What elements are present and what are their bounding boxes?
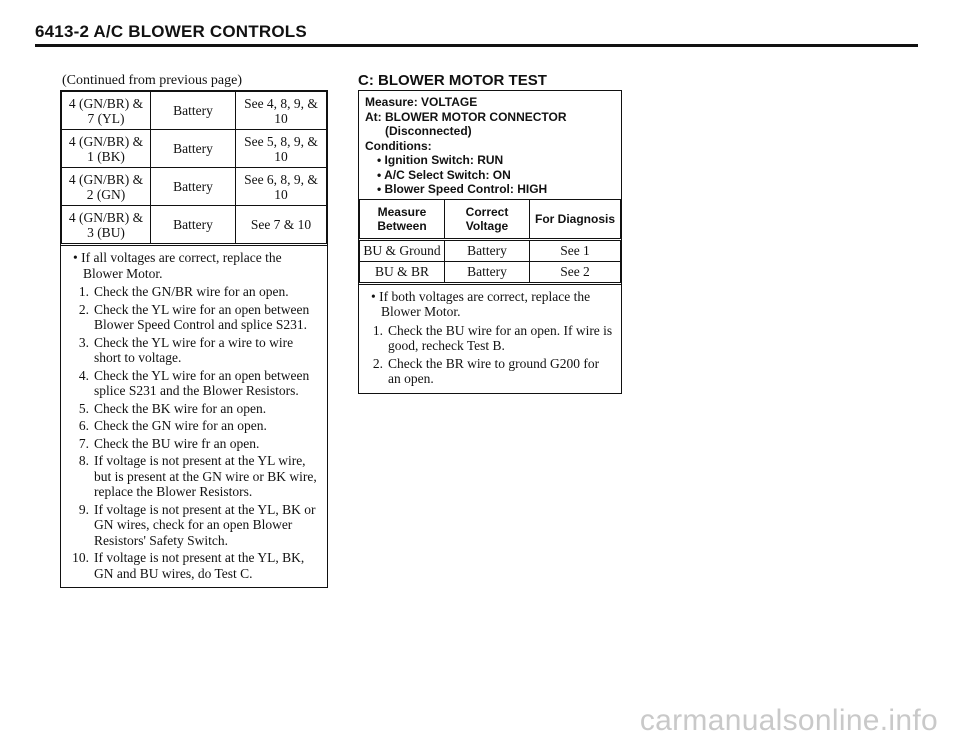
- list-item: [67, 368, 321, 399]
- left-test-box: [60, 90, 328, 588]
- conditions-label: Conditions:: [365, 138, 432, 153]
- diagnosis-cell: See 7 & 10: [236, 206, 327, 245]
- step-number: 4.: [78, 367, 89, 383]
- list-item: [67, 550, 321, 581]
- step-text: If voltage is not present at the YL, BK, GN and BU wires, do Test C.: [94, 550, 305, 581]
- header-rule: [35, 44, 918, 47]
- list-item: [67, 436, 321, 452]
- continued-note: (Continued from previous page): [62, 73, 243, 88]
- list-item: [365, 323, 615, 354]
- step-number: 1.: [372, 322, 383, 338]
- voltage-cell: Battery: [151, 92, 236, 130]
- step-number: 2.: [372, 355, 383, 371]
- diagnosis-cell: See 5, 8, 9, & 10: [236, 130, 327, 168]
- table-row: [62, 92, 327, 130]
- list-item: [67, 418, 321, 434]
- measure-cell: 4 (GN/BR) & 2 (GN): [62, 168, 151, 206]
- condition-item: • A/C Select Switch: ON: [377, 167, 511, 182]
- list-item: [67, 502, 321, 549]
- voltage-cell: Battery: [151, 130, 236, 168]
- right-test-box: [358, 90, 622, 394]
- list-item: [67, 401, 321, 417]
- measure-cell: BU & Ground: [360, 239, 445, 261]
- condition-item: • Ignition Switch: RUN: [377, 153, 504, 167]
- test-conditions: [359, 91, 621, 199]
- step-text: Check the BU wire for an open. If wire is good, recheck Test B.: [388, 322, 613, 353]
- list-item: [67, 453, 321, 500]
- condition-item: • Blower Speed Control: HIGH: [377, 182, 548, 196]
- column-header: Correct Voltage: [445, 199, 530, 239]
- list-item: [67, 302, 321, 333]
- bullet-text: If both voltages are correct, replace the Blower Motor.: [379, 288, 591, 319]
- table-row: [62, 168, 327, 206]
- step-number: 7.: [78, 435, 89, 451]
- list-item: [67, 284, 321, 300]
- watermark: carmanualsonline.info: [639, 704, 938, 737]
- at-sub: (Disconnected): [385, 124, 472, 138]
- list-item: [67, 335, 321, 366]
- column-header: For Diagnosis: [530, 199, 621, 239]
- step-number: 3.: [78, 334, 89, 350]
- table-row: [360, 239, 621, 261]
- step-number: 5.: [78, 400, 89, 416]
- diagnosis-cell: See 4, 8, 9, & 10: [236, 92, 327, 130]
- step-number: 1.: [78, 284, 89, 299]
- page-title: 6413-2 A/C BLOWER CONTROLS: [35, 22, 307, 41]
- voltage-cell: Battery: [151, 168, 236, 206]
- section-title: C: BLOWER MOTOR TEST: [358, 72, 547, 89]
- at-line: At: BLOWER MOTOR CONNECTOR: [365, 109, 567, 124]
- measure-cell: BU & BR: [360, 261, 445, 283]
- diagnosis-notes: [359, 285, 621, 393]
- list-item: [365, 356, 615, 387]
- step-number: 10.: [72, 550, 89, 565]
- measure-cell: 4 (GN/BR) & 1 (BK): [62, 130, 151, 168]
- step-number: 6.: [78, 418, 89, 433]
- bullet-note: • If all voltages are correct, replace the Blower Motor.: [73, 250, 282, 281]
- column-header: Measure Between: [360, 199, 445, 239]
- diagnosis-cell: See 2: [530, 261, 621, 283]
- step-text: If voltage is not present at the YL wire, but is present at the GN wire or BK wire, replace the Blower Resistors.: [94, 453, 317, 499]
- step-number: 2.: [78, 301, 89, 317]
- bullet-note: • If both voltages are correct, replace the Blower Motor.: [371, 288, 591, 319]
- step-text: Check the YL wire for an open between Blower Speed Control and splice S231.: [94, 301, 310, 332]
- table-row: [62, 130, 327, 168]
- step-text: Check the YL wire for a wire to wire short to voltage.: [94, 334, 294, 365]
- table-row: [360, 261, 621, 283]
- voltage-cell: Battery: [445, 261, 530, 283]
- table-row: [62, 206, 327, 245]
- diagnosis-notes: [61, 246, 327, 587]
- step-text: Check the GN wire for an open.: [94, 418, 267, 433]
- diagnosis-cell: See 6, 8, 9, & 10: [236, 168, 327, 206]
- measure-cell: 4 (GN/BR) & 7 (YL): [62, 92, 151, 130]
- diagnosis-cell: See 1: [530, 239, 621, 261]
- step-number: 9.: [78, 501, 89, 517]
- voltage-table: [61, 91, 327, 246]
- step-text: Check the GN/BR wire for an open.: [94, 284, 289, 299]
- table-header-row: [360, 199, 621, 239]
- bullet-text: If all voltages are correct, replace the Blower Motor.: [81, 250, 282, 281]
- step-text: Check the BK wire for an open.: [94, 400, 267, 416]
- voltage-cell: Battery: [445, 239, 530, 261]
- step-text: Check the BU wire fr an open.: [94, 435, 260, 451]
- step-text: Check the BR wire to ground G200 for an open.: [388, 355, 600, 386]
- step-text: If voltage is not present at the YL, BK or GN wires, check for an open Blower Resistors' Safety Switch.: [94, 501, 316, 548]
- measure-cell: 4 (GN/BR) & 3 (BU): [62, 206, 151, 245]
- measure-line: Measure: VOLTAGE: [365, 95, 478, 109]
- step-number: 8.: [78, 453, 89, 468]
- voltage-cell: Battery: [151, 206, 236, 245]
- voltage-table: [359, 199, 621, 285]
- step-text: Check the YL wire for an open between splice S231 and the Blower Resistors.: [94, 367, 310, 398]
